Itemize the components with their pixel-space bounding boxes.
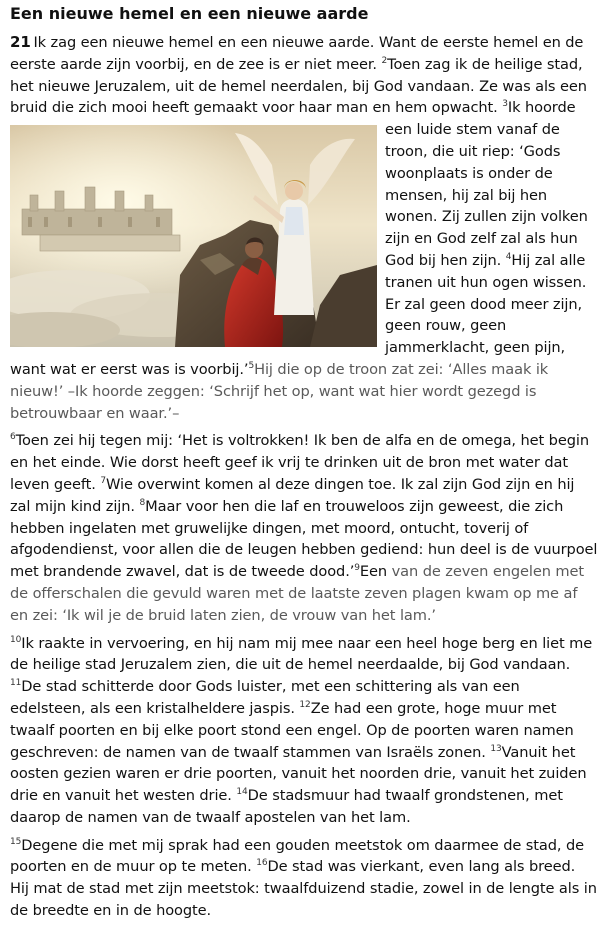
verse-number: 15 <box>10 836 22 847</box>
page <box>10 0 598 922</box>
verse-text: Hij zal alle tranen uit hun ogen wissen. Er zal geen dood meer zijn, geen rouw, geen jammerklacht, geen pijn, want wat er eerst was is voorbij.’ <box>10 251 587 378</box>
verse-text: Ik zag een nieuwe hemel en een nieuwe aarde. Want de eerste hemel en de eerste aarde zijn voorbij, en de zee is er niet meer. <box>10 34 584 73</box>
verse-text: Toen zag ik de heilige stad, het nieuwe Jeruzalem, uit de hemel neerdalen, bij God vandaan. Ze was als een bruid die zich mooi heeft gemaakt voor haar man en hem opwacht. <box>10 55 587 117</box>
verse-text: De stadsmuur had twaalf grondstenen, met daarop de namen van de twaalf apostelen van het lam. <box>10 787 563 826</box>
verse-text: Een <box>359 563 392 581</box>
page-title: Een nieuwe hemel en een nieuwe aarde <box>10 4 369 23</box>
paragraph <box>10 835 598 922</box>
paragraph <box>10 430 598 626</box>
verse-number: 8 <box>139 497 146 508</box>
verse-text: Ik hoorde een luide stem vanaf de troon, die uit riep: ‘Gods woonplaats is onder de mensen, hij zal bij hen wonen. Zij zullen zijn volken zijn en God zelf zal als hun God bij hen zijn. <box>385 99 588 269</box>
verse-text: Ze had een grote, hoge muur met twaalf poorten en bij elke poort stond een engel. Op de poorten waren namen geschreven: de namen van de twaalf stammen van Israëls zonen. <box>10 699 574 761</box>
chapter-number: 21 <box>10 33 31 51</box>
verse-text: Hij die op de troon zat zei: ‘Alles maak ik nieuw!’ –Ik hoorde zeggen: ‘Schrijf het op, want wat hier wordt gezegd is betrouwbaar en waar.’– <box>10 360 549 422</box>
verse-number: 9 <box>354 563 360 574</box>
verse-text: De stad was vierkant, even lang als breed. Hij mat de stad met zijn meetstok: twaalfduizend stadie, zowel in de lengte als in de breedte en in de hoogte. <box>10 858 597 920</box>
verse-text: Wie overwint komen al deze dingen toe. Ik zal zijn God zijn en hij zal mijn kind zijn. <box>10 475 575 515</box>
verse-text: De stad schitterde door Gods luister, met een schittering als van een edelsteen, als een kristalheldere jaspis. <box>10 678 520 717</box>
verse-number: 5 <box>248 360 255 371</box>
paragraph <box>10 633 598 829</box>
verse-number: 3 <box>502 99 508 110</box>
verse-number: 13 <box>490 743 502 754</box>
verse-number: 14 <box>236 787 248 798</box>
verse-text: Toen zei hij tegen mij: ‘Het is voltrokken! Ik ben de alfa en de omega, het begin en het einde. Wie dorst heeft geef ik vrij te drinken uit de bron met water dat leven geeft. <box>10 432 589 493</box>
illustration-angel-city <box>10 125 377 347</box>
verse-text: Vanuit het oosten gezien waren er drie poorten, vanuit het noorden drie, vanuit het zuiden drie en vanuit het westen drie. <box>10 743 587 805</box>
verse-text: Degene die met mij sprak had een gouden meetstok om daarmee de stad, de poorten en de muur op te meten. <box>10 836 585 876</box>
verse-text: van de zeven engelen met de offerschalen die gevuld waren met de laatste zeven plagen kwam op me af en zei: ‘Ik wil je de bruid laten zien, de vrouw van het lam.’ <box>10 563 585 624</box>
verse-text: Ik raakte in vervoering, en hij nam mij mee naar een heel hoge berg en liet me de heilige stad Jeruzalem zien, die uit de hemel neerdaalde, bij God vandaan. <box>10 634 593 674</box>
verse-number: 10 <box>10 634 22 645</box>
paragraph <box>10 32 598 424</box>
verse-number: 12 <box>299 699 311 710</box>
verse-number: 16 <box>256 858 268 869</box>
scripture-text <box>10 32 598 922</box>
verse-number: 7 <box>100 475 106 486</box>
verse-number: 4 <box>505 251 512 262</box>
verse-text: Maar voor hen die laf en trouweloos zijn geweest, die zich hebben ingelaten met gruwelijke dingen, met moord, ontucht, toverij of afgodendienst, voor allen die de leugen hebben gediend: hun deel is de vuurpoel met brandende zwavel, dat is de tweede dood.’ <box>10 497 598 581</box>
verse-number: 6 <box>10 432 16 443</box>
verse-number: 11 <box>10 678 22 689</box>
verse-number: 2 <box>381 55 388 66</box>
